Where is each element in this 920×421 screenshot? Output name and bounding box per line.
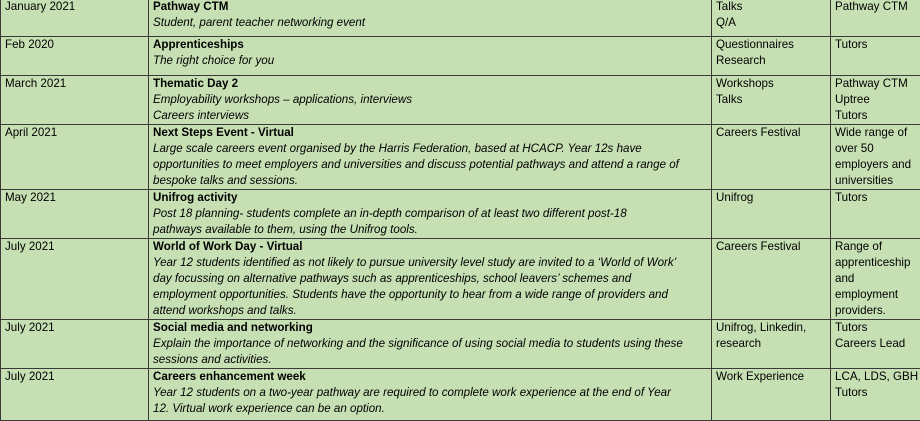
provider-text: Tutors [835, 320, 920, 336]
activity-description-line: Explain the importance of networking and the significance of using social media to students using these [153, 336, 708, 352]
table-row [1, 125, 920, 190]
table-row [1, 239, 920, 320]
provider-cell [831, 76, 920, 125]
provider-text: Tutors [835, 108, 920, 124]
provider-cell [831, 0, 920, 37]
provider-text: and [835, 271, 920, 287]
date-text: March 2021 [5, 76, 145, 92]
provider-cell [831, 125, 920, 190]
activity-type-cell [712, 190, 831, 239]
activity-description-line: 12. Virtual work experience can be an option. [153, 401, 708, 417]
activity-title: Unifrog activity [153, 190, 708, 206]
activity-description-line: day focussing on alternative pathways such as apprenticeships, school leavers’ schemes and [153, 271, 708, 287]
activity-type-cell [712, 369, 831, 421]
provider-text: Range of [835, 239, 920, 255]
table-row [1, 369, 920, 421]
provider-cell [831, 37, 920, 76]
activity-description-line: bespoke talks and sessions. [153, 173, 708, 189]
table-row [1, 76, 920, 125]
date-cell [1, 125, 149, 190]
date-cell [1, 37, 149, 76]
activity-type-text: Workshops [716, 76, 827, 92]
table-row [1, 190, 920, 239]
table-row [1, 37, 920, 76]
activity-type-text: Research [716, 53, 827, 69]
date-text: July 2021 [5, 369, 145, 385]
provider-cell [831, 320, 920, 369]
provider-text: Pathway CTM [835, 76, 920, 92]
provider-text: Uptree [835, 92, 920, 108]
table-body [1, 0, 920, 421]
activity-title: World of Work Day - Virtual [153, 239, 708, 255]
provider-text: Pathway CTM [835, 0, 920, 15]
activity-type-text: Q/A [716, 15, 827, 31]
date-cell [1, 320, 149, 369]
activity-cell [149, 76, 712, 125]
provider-text: LCA, LDS, GBH [835, 369, 920, 385]
activity-type-text: Work Experience [716, 369, 827, 385]
activity-type-cell [712, 320, 831, 369]
activity-description-line: The right choice for you [153, 53, 708, 69]
activity-description-line: Year 12 students identified as not likely to pursue university level study are invited to a ‘World of Work’ [153, 255, 708, 271]
activity-title: Apprenticeships [153, 37, 708, 53]
activity-title: Pathway CTM [153, 0, 708, 15]
provider-text: employers and [835, 157, 920, 173]
provider-text: Tutors [835, 385, 920, 401]
date-cell [1, 76, 149, 125]
date-text: January 2021 [5, 0, 145, 15]
date-cell [1, 369, 149, 421]
provider-cell [831, 369, 920, 421]
activity-description-line: sessions and activities. [153, 352, 708, 368]
activity-type-text: Unifrog [716, 190, 827, 206]
activity-type-cell [712, 125, 831, 190]
activity-type-cell [712, 37, 831, 76]
date-text: July 2021 [5, 320, 145, 336]
activity-title: Thematic Day 2 [153, 76, 708, 92]
activity-type-text: Questionnaires [716, 37, 827, 53]
table-row [1, 320, 920, 369]
activity-type-text: Careers Festival [716, 125, 827, 141]
provider-text: providers. [835, 303, 920, 319]
provider-text: Careers Lead [835, 336, 920, 352]
activity-type-cell [712, 0, 831, 37]
activity-description-line: Post 18 planning- students complete an in-depth comparison of at least two different post-18 [153, 206, 708, 222]
provider-text: Tutors [835, 37, 920, 53]
date-text: Feb 2020 [5, 37, 145, 53]
activity-type-text: Talks [716, 0, 827, 15]
activity-description-line: Year 12 students on a two-year pathway are required to complete work experience at the end of Year [153, 385, 708, 401]
activity-cell [149, 37, 712, 76]
provider-cell [831, 239, 920, 320]
activity-type-text: Careers Festival [716, 239, 827, 255]
activity-cell [149, 190, 712, 239]
activity-type-cell [712, 76, 831, 125]
activity-type-text: Unifrog, Linkedin, [716, 320, 827, 336]
provider-text: universities [835, 173, 920, 189]
date-text: May 2021 [5, 190, 145, 206]
date-cell [1, 190, 149, 239]
activity-cell [149, 0, 712, 37]
activity-type-cell [712, 239, 831, 320]
activity-cell [149, 239, 712, 320]
activity-title: Careers enhancement week [153, 369, 708, 385]
provider-text: Wide range of [835, 125, 920, 141]
activity-description-line: opportunities to meet employers and universities and discuss potential pathways and attend a range of [153, 157, 708, 173]
activity-title: Social media and networking [153, 320, 708, 336]
provider-text: Tutors [835, 190, 920, 206]
activity-description-line: pathways available to them, using the Unifrog tools. [153, 222, 708, 238]
date-text: July 2021 [5, 239, 145, 255]
activity-description-line: employment opportunities. Students have the opportunity to hear from a wide range of providers and [153, 287, 708, 303]
date-text: April 2021 [5, 125, 145, 141]
activity-cell [149, 320, 712, 369]
activity-description-line: Employability workshops – applications, interviews [153, 92, 708, 108]
date-cell [1, 0, 149, 37]
activity-description-line: attend workshops and talks. [153, 303, 708, 319]
activity-cell [149, 369, 712, 421]
provider-cell [831, 190, 920, 239]
table-row [1, 0, 920, 37]
activity-cell [149, 125, 712, 190]
provider-text: apprenticeship [835, 255, 920, 271]
activity-type-text: research [716, 336, 827, 352]
activity-description-line: Large scale careers event organised by the Harris Federation, based at HCACP. Year 12s have [153, 141, 708, 157]
provider-text: over 50 [835, 141, 920, 157]
activity-description-line: Careers interviews [153, 108, 708, 124]
date-cell [1, 239, 149, 320]
provider-text: employment [835, 287, 920, 303]
activity-type-text: Talks [716, 92, 827, 108]
activity-description-line: Student, parent teacher networking event [153, 15, 708, 31]
activity-title: Next Steps Event - Virtual [153, 125, 708, 141]
